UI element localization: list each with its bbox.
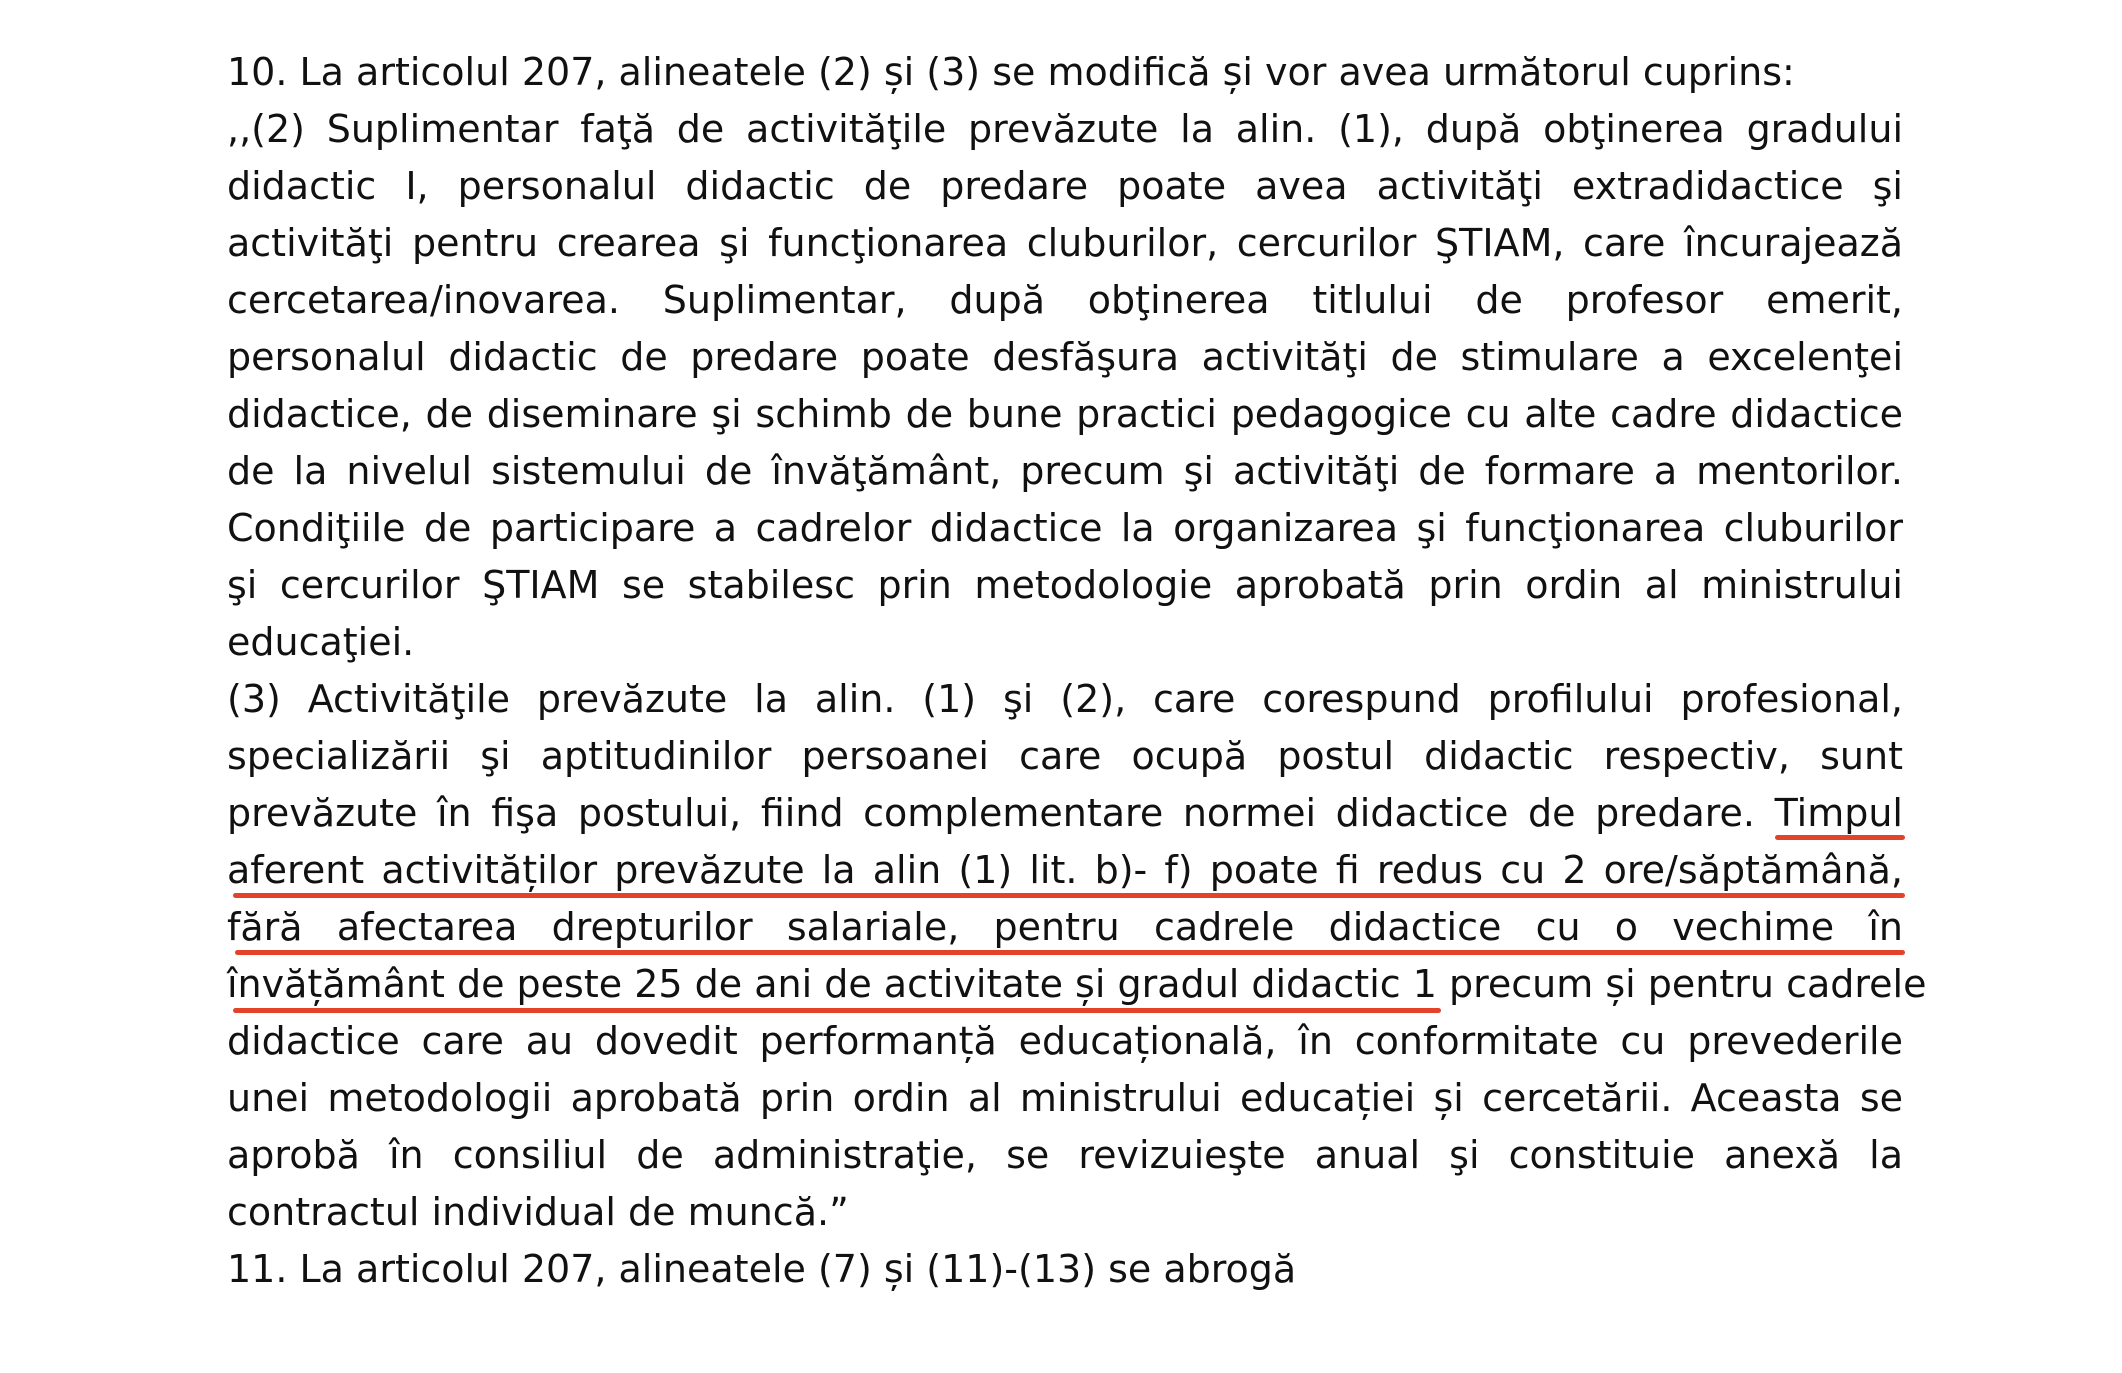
- text-line-14: [227, 785, 1903, 842]
- text-line-3: didactic I, personalul didactic de predare poate avea activităţi extradidactice şi: [227, 164, 1903, 208]
- text-line-13: specializării şi aptitudinilor persoanei care ocupă postul didactic respectiv, sunt: [227, 734, 1903, 778]
- text-line-12: (3) Activităţile prevăzute la alin. (1) şi (2), care corespund profilului profesional,: [227, 677, 1903, 721]
- text-line-21: contractul individual de muncă.”: [227, 1190, 849, 1234]
- text-line-16: [227, 899, 1903, 956]
- text-line-14-plain: prevăzute în fişa postului, fiind complementare normei didactice de predare.: [227, 791, 1775, 835]
- text-line-17-plain: precum și pentru cadrele: [1436, 962, 1927, 1006]
- text-line-8: de la nivelul sistemului de învăţământ, precum şi activităţi de formare a mentorilor.: [227, 449, 1903, 493]
- text-line-10: şi cercurilor ŞTIAM se stabilesc prin metodologie aprobată prin ordin al ministrului: [227, 563, 1903, 607]
- text-line-1: 10. La articolul 207, alineatele (2) și (3) se modifică și vor avea următorul cuprins:: [227, 50, 1795, 94]
- text-line-7: didactice, de diseminare şi schimb de bune practici pedagogice cu alte cadre didactice: [227, 392, 1903, 436]
- text-line-4: activităţi pentru crearea şi funcţionarea cluburilor, cercurilor ŞTIAM, care încurajează: [227, 221, 1903, 265]
- underlined-text-start: Timpul: [1775, 785, 1903, 842]
- text-line-11: educaţiei.: [227, 620, 415, 664]
- text-line-22: 11. La articolul 207, alineatele (7) și (11)-(13) se abrogă: [227, 1247, 1297, 1291]
- red-underline: [233, 893, 1905, 898]
- text-line-18: didactice care au dovedit performanță educațională, în conformitate cu prevederile: [227, 1019, 1903, 1063]
- document-page: [227, 44, 1927, 1298]
- text-line-5: cercetarea/inovarea. Suplimentar, după obţinerea titlului de profesor emerit,: [227, 278, 1903, 322]
- text-line-2: ,,(2) Suplimentar faţă de activităţile prevăzute la alin. (1), după obţinerea gradului: [227, 107, 1903, 151]
- underlined-text: aferent activităților prevăzute la alin (1) lit. b)- f) poate fi redus cu 2 ore/săptămână,: [227, 842, 1903, 899]
- text-line-20: aprobă în consiliul de administraţie, se revizuieşte anual şi constituie anexă la: [227, 1133, 1903, 1177]
- text-line-9: Condiţiile de participare a cadrelor didactice la organizarea şi funcţionarea cluburilor: [227, 506, 1903, 550]
- text-line-6: personalul didactic de predare poate desfăşura activităţi de stimulare a excelenţei: [227, 335, 1903, 379]
- text-line-17: [227, 956, 1927, 1013]
- red-underline: [1775, 835, 1905, 840]
- text-line-15: [227, 842, 1903, 899]
- red-underline: [235, 950, 1905, 955]
- underlined-text: fără afectarea drepturilor salariale, pentru cadrele didactice cu o vechime în: [227, 899, 1903, 956]
- text-line-19: unei metodologii aprobată prin ordin al ministrului educației și cercetării. Aceasta se: [227, 1076, 1903, 1120]
- underlined-text-end: învățământ de peste 25 de ani de activitate și gradul didactic 1: [227, 956, 1437, 1013]
